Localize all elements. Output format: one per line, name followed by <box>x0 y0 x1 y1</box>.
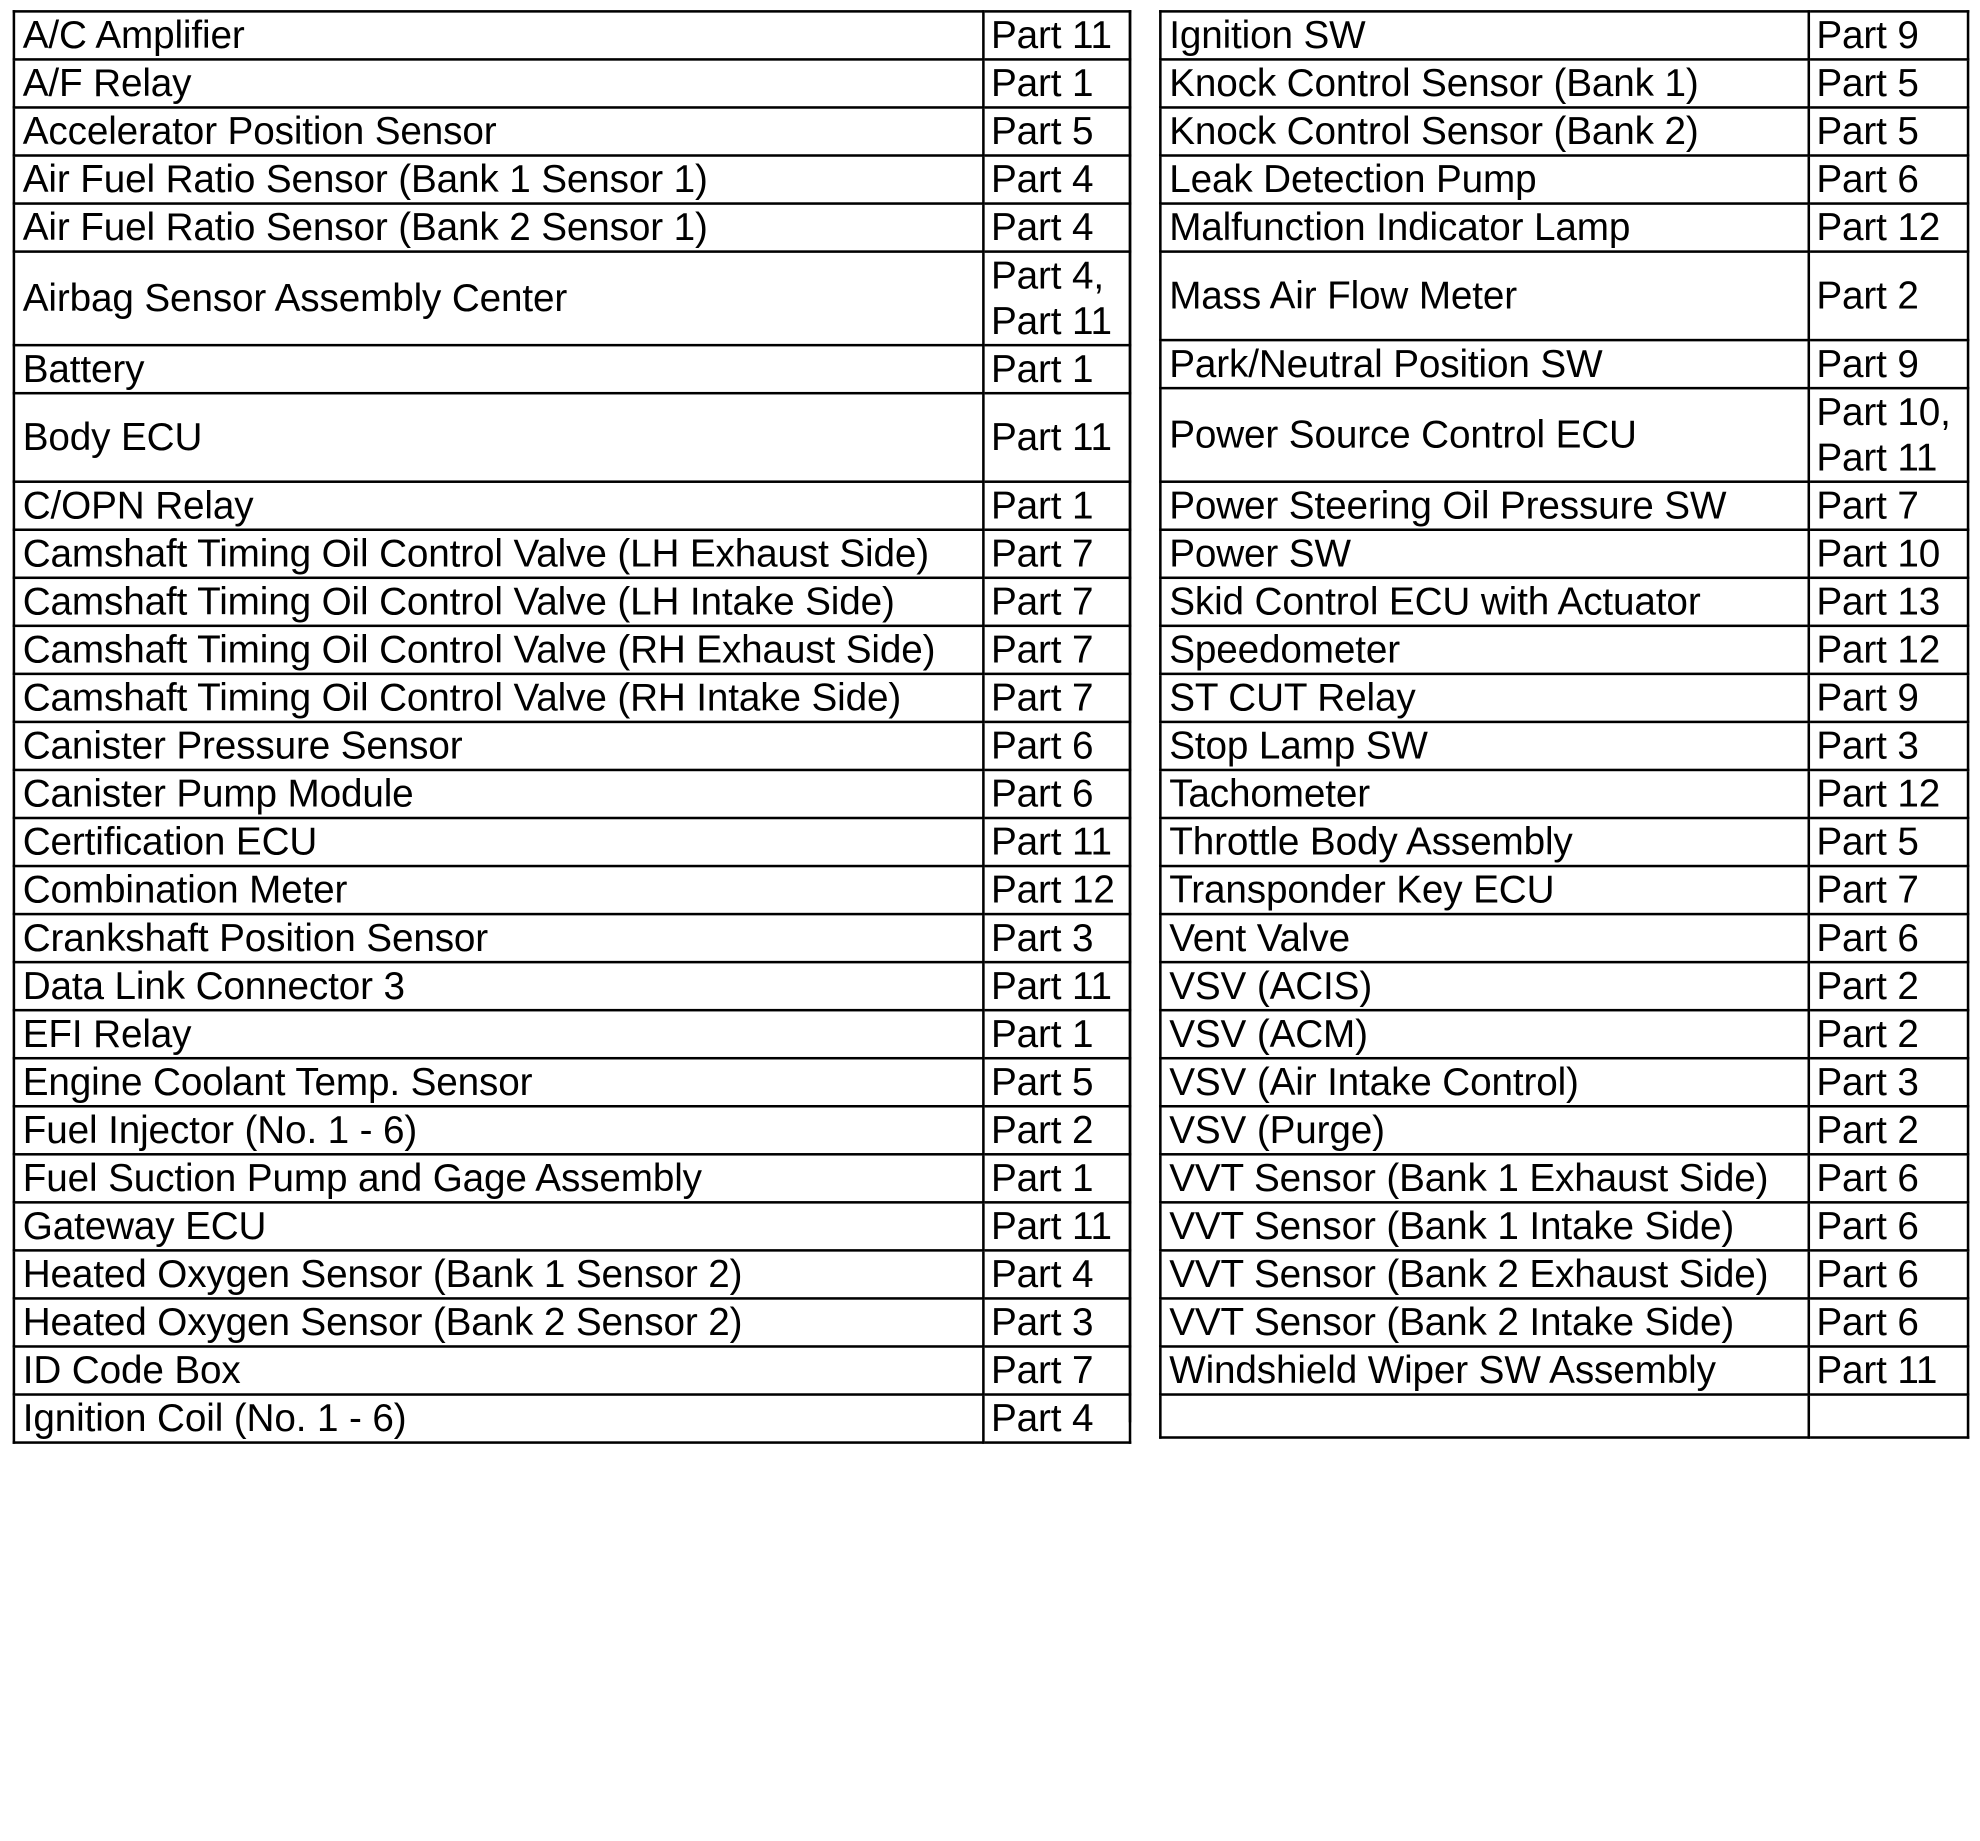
component-name: VSV (ACIS) <box>1160 962 1808 1010</box>
component-name: Ignition SW <box>1160 11 1808 59</box>
parts-index-table-right <box>1159 10 1969 1439</box>
table-row <box>1160 1395 1968 1438</box>
component-name: Engine Coolant Temp. Sensor <box>14 1058 983 1106</box>
table-row <box>1160 914 1968 962</box>
component-name: Power Source Control ECU <box>1160 388 1808 482</box>
part-reference <box>983 156 1130 204</box>
component-name: Air Fuel Ratio Sensor (Bank 1 Sensor 1) <box>14 156 983 204</box>
component-name: Stop Lamp SW <box>1160 722 1808 770</box>
component-name: Canister Pressure Sensor <box>14 722 983 770</box>
part-reference <box>1809 340 1968 388</box>
part-reference-line: Part 7 <box>1816 484 1919 528</box>
part-reference <box>1809 482 1968 530</box>
part-reference <box>983 914 1130 962</box>
part-reference-line: Part 13 <box>1816 580 1941 624</box>
component-name: VVT Sensor (Bank 1 Intake Side) <box>1160 1202 1808 1250</box>
part-reference-line: Part 7 <box>990 676 1094 720</box>
component-name: C/OPN Relay <box>14 482 983 530</box>
table-row <box>14 345 1130 393</box>
table-row <box>1160 59 1968 107</box>
part-reference <box>1809 107 1968 155</box>
table-row <box>1160 1250 1968 1298</box>
part-reference <box>983 1346 1130 1394</box>
component-name: ID Code Box <box>14 1346 983 1394</box>
part-reference <box>983 962 1130 1010</box>
component-name: Power SW <box>1160 530 1808 578</box>
component-name: VSV (ACM) <box>1160 1010 1808 1058</box>
component-name: Canister Pump Module <box>14 770 983 818</box>
component-name: Combination Meter <box>14 866 983 914</box>
table-row <box>1160 530 1968 578</box>
table-row <box>1160 962 1968 1010</box>
table-row <box>1160 1010 1968 1058</box>
table-row <box>14 914 1130 962</box>
component-name: Ignition Coil (No. 1 - 6) <box>14 1395 983 1443</box>
component-name: Knock Control Sensor (Bank 1) <box>1160 59 1808 107</box>
part-reference-line: Part 2 <box>1816 274 1919 318</box>
part-reference <box>1809 866 1968 914</box>
part-reference-line: Part 1 <box>990 1156 1094 1200</box>
table-row <box>14 482 1130 530</box>
part-reference-line: Part 2 <box>990 1108 1094 1152</box>
part-reference-line: Part 9 <box>1816 13 1919 57</box>
table-row <box>1160 388 1968 482</box>
part-reference-line: Part 2 <box>1816 1012 1919 1056</box>
part-reference-line: Part 11 <box>990 13 1112 57</box>
table-row <box>1160 626 1968 674</box>
part-reference-line: Part 7 <box>990 532 1094 576</box>
part-reference-line: Part 12 <box>1816 772 1941 816</box>
table-row <box>14 722 1130 770</box>
part-reference-line: Part 7 <box>990 580 1094 624</box>
component-name: Body ECU <box>14 393 983 482</box>
table-row <box>1160 107 1968 155</box>
part-reference-line: Part 11 <box>1816 1349 1938 1392</box>
table-row <box>1160 340 1968 388</box>
part-reference <box>1809 1010 1968 1058</box>
component-name: Mass Air Flow Meter <box>1160 252 1808 341</box>
part-reference-line: Part 6 <box>1816 158 1919 202</box>
part-reference-line: Part 1 <box>990 484 1094 528</box>
part-reference <box>1809 1346 1968 1394</box>
part-reference <box>1809 914 1968 962</box>
component-name: Accelerator Position Sensor <box>14 107 983 155</box>
part-reference <box>983 1298 1130 1346</box>
component-name <box>1160 1395 1808 1438</box>
part-reference-line: Part 12 <box>1816 628 1941 672</box>
part-reference <box>983 674 1130 722</box>
part-reference <box>1809 578 1968 626</box>
component-name: Malfunction Indicator Lamp <box>1160 204 1808 252</box>
part-reference-line: Part 11 <box>1816 436 1938 480</box>
table-body-right <box>1160 11 1968 1437</box>
part-reference-line: Part 6 <box>1816 1300 1919 1344</box>
table-row <box>1160 11 1968 59</box>
part-reference-line: Part 1 <box>990 1012 1094 1056</box>
part-reference-line: Part 11 <box>990 299 1112 343</box>
part-reference-line: Part 12 <box>1816 206 1941 250</box>
part-reference <box>983 578 1130 626</box>
table-row <box>1160 674 1968 722</box>
table-row <box>14 818 1130 866</box>
part-reference-line: Part 7 <box>1816 868 1919 912</box>
table-row <box>1160 1346 1968 1394</box>
part-reference <box>1809 1202 1968 1250</box>
table-row <box>14 252 1130 346</box>
table-row <box>14 11 1130 59</box>
part-reference <box>983 482 1130 530</box>
part-reference-line: Part 6 <box>1816 1252 1919 1296</box>
table-row <box>14 1154 1130 1202</box>
part-reference <box>983 530 1130 578</box>
part-reference <box>983 59 1130 107</box>
part-reference <box>1809 962 1968 1010</box>
part-reference-line: Part 11 <box>990 820 1112 864</box>
part-reference <box>983 1202 1130 1250</box>
table-row <box>14 1202 1130 1250</box>
part-reference-line: Part 6 <box>1816 916 1919 960</box>
table-row <box>1160 156 1968 204</box>
component-name: Crankshaft Position Sensor <box>14 914 983 962</box>
component-name: VVT Sensor (Bank 2 Exhaust Side) <box>1160 1250 1808 1298</box>
part-reference <box>1809 156 1968 204</box>
part-reference-line: Part 5 <box>1816 61 1919 105</box>
component-name: Throttle Body Assembly <box>1160 818 1808 866</box>
table-row <box>1160 204 1968 252</box>
part-reference <box>983 1058 1130 1106</box>
table-row <box>1160 482 1968 530</box>
part-reference-line: Part 5 <box>990 109 1094 153</box>
table-row <box>1160 818 1968 866</box>
part-reference-line: Part 1 <box>990 347 1094 391</box>
part-reference-line: Part 6 <box>1816 1156 1919 1200</box>
table-row <box>1160 1298 1968 1346</box>
part-reference <box>1809 11 1968 59</box>
part-reference <box>983 626 1130 674</box>
part-reference <box>1809 722 1968 770</box>
part-reference-line: Part 5 <box>1816 820 1919 864</box>
component-name: Heated Oxygen Sensor (Bank 2 Sensor 2) <box>14 1298 983 1346</box>
part-reference <box>983 204 1130 252</box>
part-reference <box>1809 1106 1968 1154</box>
part-reference <box>1809 388 1968 482</box>
part-reference <box>983 1010 1130 1058</box>
component-name: Camshaft Timing Oil Control Valve (LH Exhaust Side) <box>14 530 983 578</box>
component-name: A/C Amplifier <box>14 11 983 59</box>
part-reference <box>1809 770 1968 818</box>
table-row <box>14 204 1130 252</box>
part-reference <box>1809 1250 1968 1298</box>
part-reference <box>1809 1058 1968 1106</box>
part-reference-line: Part 4 <box>990 1252 1094 1296</box>
part-reference-line: Part 11 <box>990 1204 1112 1248</box>
column-gap-divider <box>1129 10 1132 1422</box>
part-reference <box>983 722 1130 770</box>
table-row <box>14 1058 1130 1106</box>
part-reference <box>983 393 1130 482</box>
part-reference-line: Part 2 <box>1816 1108 1919 1152</box>
table-row <box>1160 252 1968 341</box>
table-row <box>14 1346 1130 1394</box>
part-reference <box>983 1154 1130 1202</box>
part-reference-line: Part 4 <box>990 158 1094 202</box>
table-row <box>14 962 1130 1010</box>
part-reference-line: Part 3 <box>1816 1060 1919 1104</box>
component-name: Vent Valve <box>1160 914 1808 962</box>
part-reference <box>1809 204 1968 252</box>
part-reference <box>1809 674 1968 722</box>
component-name: VSV (Purge) <box>1160 1106 1808 1154</box>
part-reference <box>1809 252 1968 341</box>
part-reference <box>983 818 1130 866</box>
part-reference <box>1809 530 1968 578</box>
part-reference-line: Part 6 <box>990 724 1094 768</box>
table-row <box>1160 770 1968 818</box>
part-reference-line: Part 11 <box>990 964 1112 1008</box>
part-reference-line: Part 10 <box>1816 532 1941 576</box>
component-name: Fuel Injector (No. 1 - 6) <box>14 1106 983 1154</box>
part-reference <box>1809 1298 1968 1346</box>
part-reference-line: Part 10, <box>1816 390 1951 434</box>
part-reference-line: Part 4 <box>990 1397 1094 1441</box>
component-name: Leak Detection Pump <box>1160 156 1808 204</box>
part-reference <box>983 866 1130 914</box>
part-reference-line: Part 11 <box>990 415 1112 459</box>
component-name: Transponder Key ECU <box>1160 866 1808 914</box>
part-reference <box>1809 626 1968 674</box>
part-reference <box>983 1250 1130 1298</box>
part-reference-line: Part 7 <box>990 1349 1094 1392</box>
table-row <box>14 866 1130 914</box>
table-row <box>14 59 1130 107</box>
component-name: Windshield Wiper SW Assembly <box>1160 1346 1808 1394</box>
table-row <box>1160 1058 1968 1106</box>
component-name: Heated Oxygen Sensor (Bank 1 Sensor 2) <box>14 1250 983 1298</box>
component-name: Data Link Connector 3 <box>14 962 983 1010</box>
part-reference-line: Part 2 <box>1816 964 1919 1008</box>
component-name: Camshaft Timing Oil Control Valve (RH Intake Side) <box>14 674 983 722</box>
table-row <box>14 393 1130 482</box>
part-reference <box>983 770 1130 818</box>
part-reference <box>1809 1154 1968 1202</box>
part-reference <box>983 107 1130 155</box>
component-name: EFI Relay <box>14 1010 983 1058</box>
part-reference-line: Part 6 <box>1816 1204 1919 1248</box>
part-reference-line: Part 1 <box>990 61 1094 105</box>
table-row <box>1160 866 1968 914</box>
table-row <box>14 1298 1130 1346</box>
table-row <box>1160 1106 1968 1154</box>
table-row <box>14 770 1130 818</box>
part-reference-line: Part 5 <box>1816 109 1919 153</box>
table-row <box>1160 722 1968 770</box>
component-name: Skid Control ECU with Actuator <box>1160 578 1808 626</box>
part-reference-line: Part 3 <box>990 916 1094 960</box>
table-row <box>14 1250 1130 1298</box>
table-row <box>1160 578 1968 626</box>
parts-index-table-left <box>13 10 1132 1444</box>
table-row <box>14 578 1130 626</box>
part-reference-line: Part 12 <box>990 868 1115 912</box>
component-name: Certification ECU <box>14 818 983 866</box>
table-row <box>14 1395 1130 1443</box>
table-row <box>14 626 1130 674</box>
part-reference-line: Part 4 <box>990 206 1094 250</box>
component-name: Camshaft Timing Oil Control Valve (LH Intake Side) <box>14 578 983 626</box>
component-name: VVT Sensor (Bank 1 Exhaust Side) <box>1160 1154 1808 1202</box>
part-reference <box>1809 1395 1968 1438</box>
part-reference-line: Part 3 <box>1816 724 1919 768</box>
component-name: Tachometer <box>1160 770 1808 818</box>
component-name: VSV (Air Intake Control) <box>1160 1058 1808 1106</box>
table-row <box>1160 1202 1968 1250</box>
component-name: Battery <box>14 345 983 393</box>
component-name: Park/Neutral Position SW <box>1160 340 1808 388</box>
table-row <box>1160 1154 1968 1202</box>
part-reference-line: Part 9 <box>1816 676 1919 720</box>
component-name: Power Steering Oil Pressure SW <box>1160 482 1808 530</box>
table-row <box>14 530 1130 578</box>
component-name: Camshaft Timing Oil Control Valve (RH Exhaust Side) <box>14 626 983 674</box>
part-reference <box>983 1106 1130 1154</box>
component-name: Gateway ECU <box>14 1202 983 1250</box>
component-name: VVT Sensor (Bank 2 Intake Side) <box>1160 1298 1808 1346</box>
part-reference <box>983 1395 1130 1443</box>
component-name: Knock Control Sensor (Bank 2) <box>1160 107 1808 155</box>
part-reference-line: Part 5 <box>990 1060 1094 1104</box>
table-row <box>14 1106 1130 1154</box>
part-reference-line: Part 7 <box>990 628 1094 672</box>
part-reference-line: Part 6 <box>990 772 1094 816</box>
component-name: Airbag Sensor Assembly Center <box>14 252 983 346</box>
component-name: Air Fuel Ratio Sensor (Bank 2 Sensor 1) <box>14 204 983 252</box>
part-reference-line: Part 3 <box>990 1300 1094 1344</box>
part-reference <box>1809 818 1968 866</box>
part-reference-line: Part 4, <box>990 254 1105 298</box>
table-row <box>14 107 1130 155</box>
component-name: Fuel Suction Pump and Gage Assembly <box>14 1154 983 1202</box>
component-name: Speedometer <box>1160 626 1808 674</box>
table-row <box>14 156 1130 204</box>
part-reference <box>1809 59 1968 107</box>
part-reference-line: Part 9 <box>1816 342 1919 386</box>
table-row <box>14 674 1130 722</box>
part-reference <box>983 252 1130 346</box>
component-name: ST CUT Relay <box>1160 674 1808 722</box>
part-reference <box>983 345 1130 393</box>
part-reference <box>983 11 1130 59</box>
table-body-left <box>14 11 1130 1442</box>
table-row <box>14 1010 1130 1058</box>
component-name: A/F Relay <box>14 59 983 107</box>
